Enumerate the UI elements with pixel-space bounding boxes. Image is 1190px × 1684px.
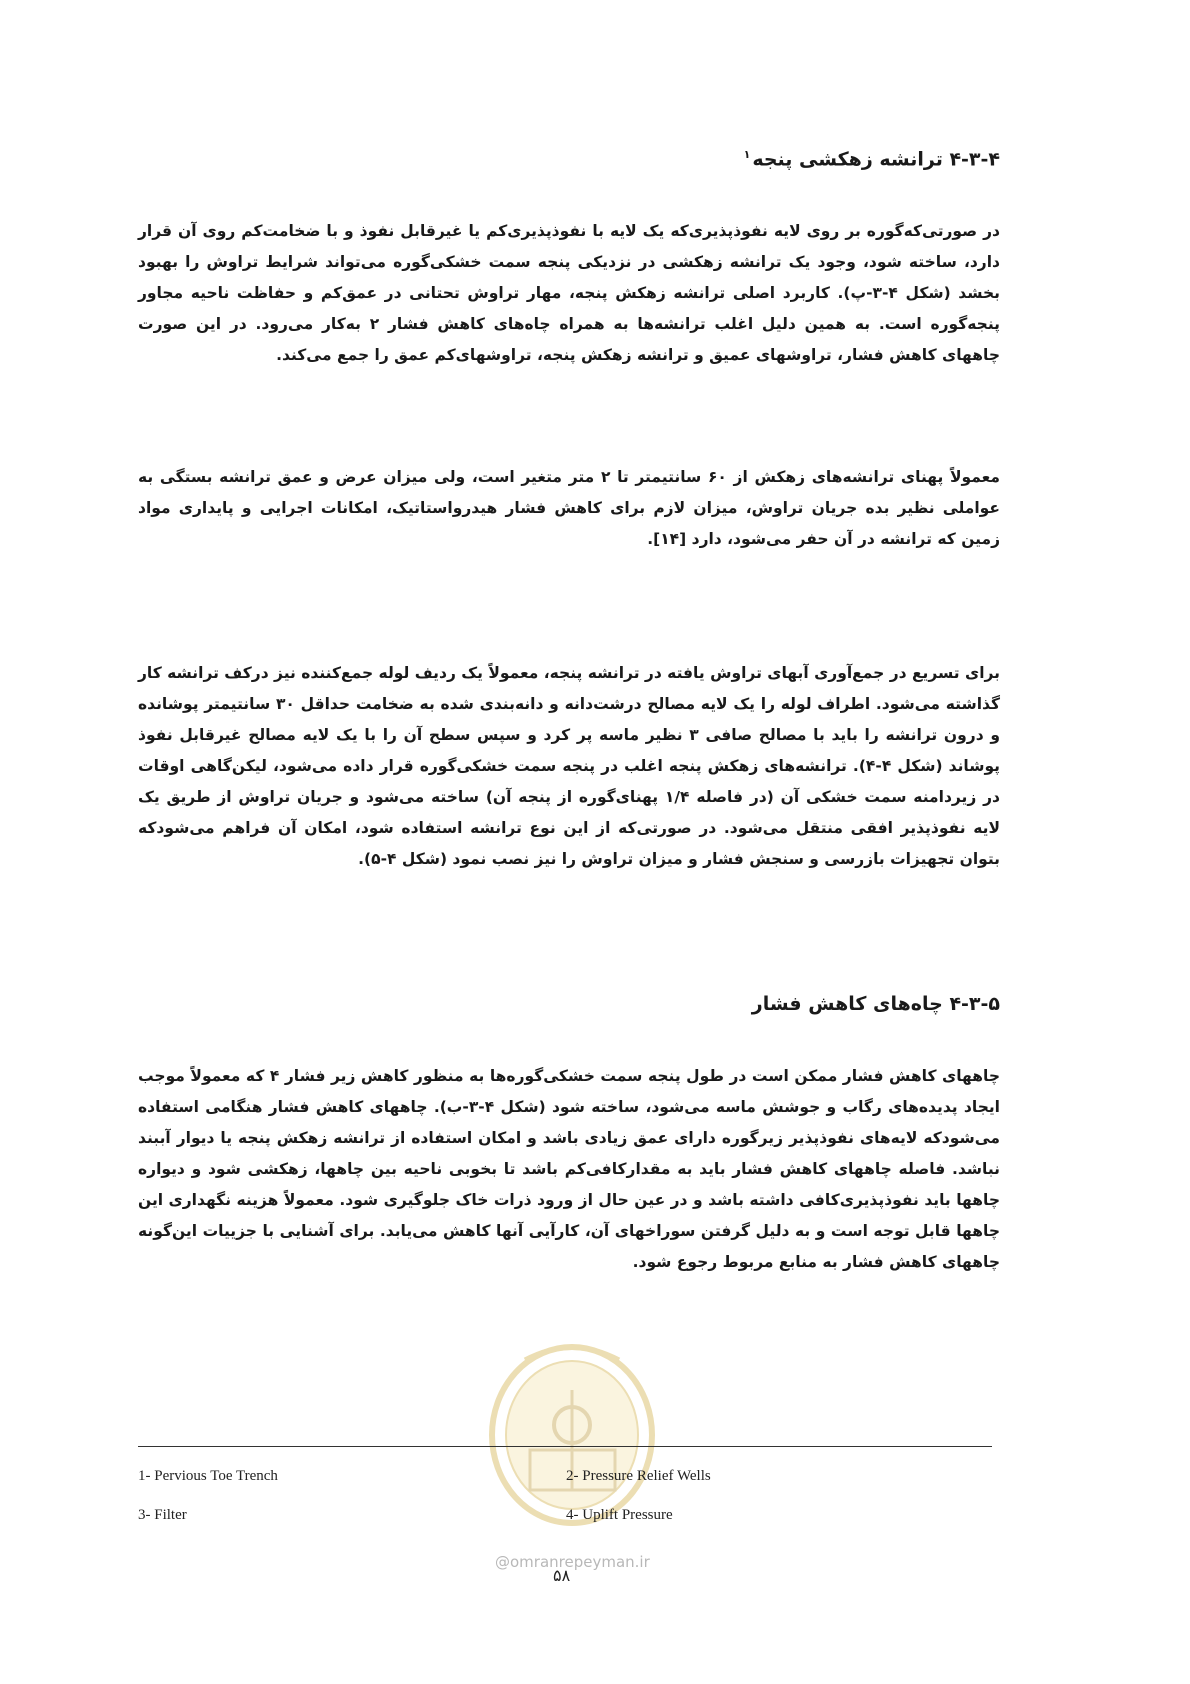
heading-text: ۴-۳-۴ ترانشه زهکشی پنجه (752, 148, 1000, 171)
watermark-seal (485, 1330, 660, 1530)
footnote-divider (138, 1446, 992, 1447)
footnote-2: 2- Pressure Relief Wells (566, 1468, 711, 1484)
watermark-url: @omranrepeyman.ir (495, 1553, 650, 1571)
footnote-4: 4- Uplift Pressure (566, 1507, 673, 1523)
heading-text: ۴-۳-۵ چاه‌های کاهش فشار (751, 993, 1000, 1015)
paragraph-4: چاههای کاهش فشار ممکن است در طول پنجه سمت خشکی‌گوره‌ها به منظور کاهش زیر فشار ۴ که معمولاً موجب ایجاد پدیده‌های رگاب و جوشش ماسه می‌شود، ساخته شود (شکل ۴-۳-ب). چاههای کاهش فشار هنگامی استفاده می‌شود‌که لایه‌های نفوذپذیر زیرگوره دارای عمق زیادی باشد و امکان استفاده از ترانشه زهکش پنجه یا دیوار آببند نباشد. فاصله چاههای کاهش فشار باید به مقدارکافی‌کم باشد تا بخوبی ناحیه بین چاهها، زهکشی شود و دیواره چاهها باید نفوذپذیری‌کافی داشته باشد و در عین حال از ورود ذرات خاک جلوگیری شود. معمولاً هزینه نگهداری این چاهها قابل توجه است و به دلیل گرفتن سوراخهای آن، کارآیی آنها کاهش می‌یابد. برای آشنایی با جزییات این‌گونه چاههای کاهش فشار به منابع مربوط رجوع شود. (138, 1067, 1000, 1271)
footnote-marker: ۱ (743, 148, 751, 161)
section-heading-4-3-4 (744, 148, 1000, 170)
footnote-1: 1- Pervious Toe Trench (138, 1468, 278, 1484)
paragraph-3: برای تسریع در جمع‌آوری آبهای تراوش یافته در ترانشه پنجه، معمولاً یک ردیف لوله جمع‌کننده نیز درکف ترانشه کار گذاشته می‌شود. اطراف لوله را یک لایه مصالح درشت‌دانه و دانه‌بندی شده به ضخامت حداقل ۳۰ سانتیمتر پوشانده و درون ترانشه را باید با مصالح صافی ۳ نظیر ماسه پر کرد و سپس سطح آن را با یک لایه مصالح غیرقابل نفوذ پوشاند (شکل ۴-۴). ترانشه‌های زهکش پنجه اغلب در پنجه سمت خشکی‌گوره قرار داده می‌شود، لیکن‌گاهی اوقات در زیردامنه سمت خشکی آن (در فاصله ۱/۴ پهنای‌گوره از پنجه آن) ساخته می‌شود و جریان تراوش از طریق یک لایه نفوذپذیر افقی منتقل می‌شود. در صورتی‌که از این نوع ترانشه استفاده شود، امکان آن فراهم می‌شود‌که بتوان تجهیزات بازرسی و سنجش فشار و میزان تراوش را نیز نصب نمود (شکل ۴-۵). (137, 664, 1001, 868)
footnote-3: 3- Filter (138, 1507, 187, 1523)
paragraph-1: در صورتی‌که‌گوره بر روی لایه نفوذپذیری‌که یک لایه با نفوذپذیری‌کم یا غیرقابل نفوذ و با ضخامت‌کم روی آن قرار دارد، ساخته شود، وجود یک ترانشه زهکشی در نزدیکی پنجه سمت خشکی‌گوره می‌تواند شرایط تراوش را بهبود بخشد (شکل ۴-۳-پ). کاربرد اصلی ترانشه زهکش پنجه، مهار تراوش تحتانی در عمق‌کم و حفاظت ناحیه مجاور پنجه‌گوره است. به همین دلیل اغلب ترانشه‌ها به همراه چاه‌های کاهش فشار ۲ به‌کار می‌رود. در این صورت چاههای کاهش فشار، تراوشهای عمیق و ترانشه زهکش پنجه، تراوشهای‌کم عمق را جمع می‌کند. (138, 222, 1000, 364)
page-number: ۵۸ (553, 1566, 571, 1585)
paragraph-2: معمولاً پهنای ترانشه‌های زهکش از ۶۰ سانتیمتر تا ۲ متر متغیر است، ولی میزان عرض و عمق ترانشه بستگی به عواملی نظیر بده جریان تراوش، میزان لازم برای کاهش فشار هیدرواستاتیک، امکانات اجرایی و پایداری مواد زمین که ترانشه در آن حفر می‌شود، دارد [۱۴]. (138, 468, 1000, 548)
section-heading-4-3-5 (752, 993, 1000, 1015)
